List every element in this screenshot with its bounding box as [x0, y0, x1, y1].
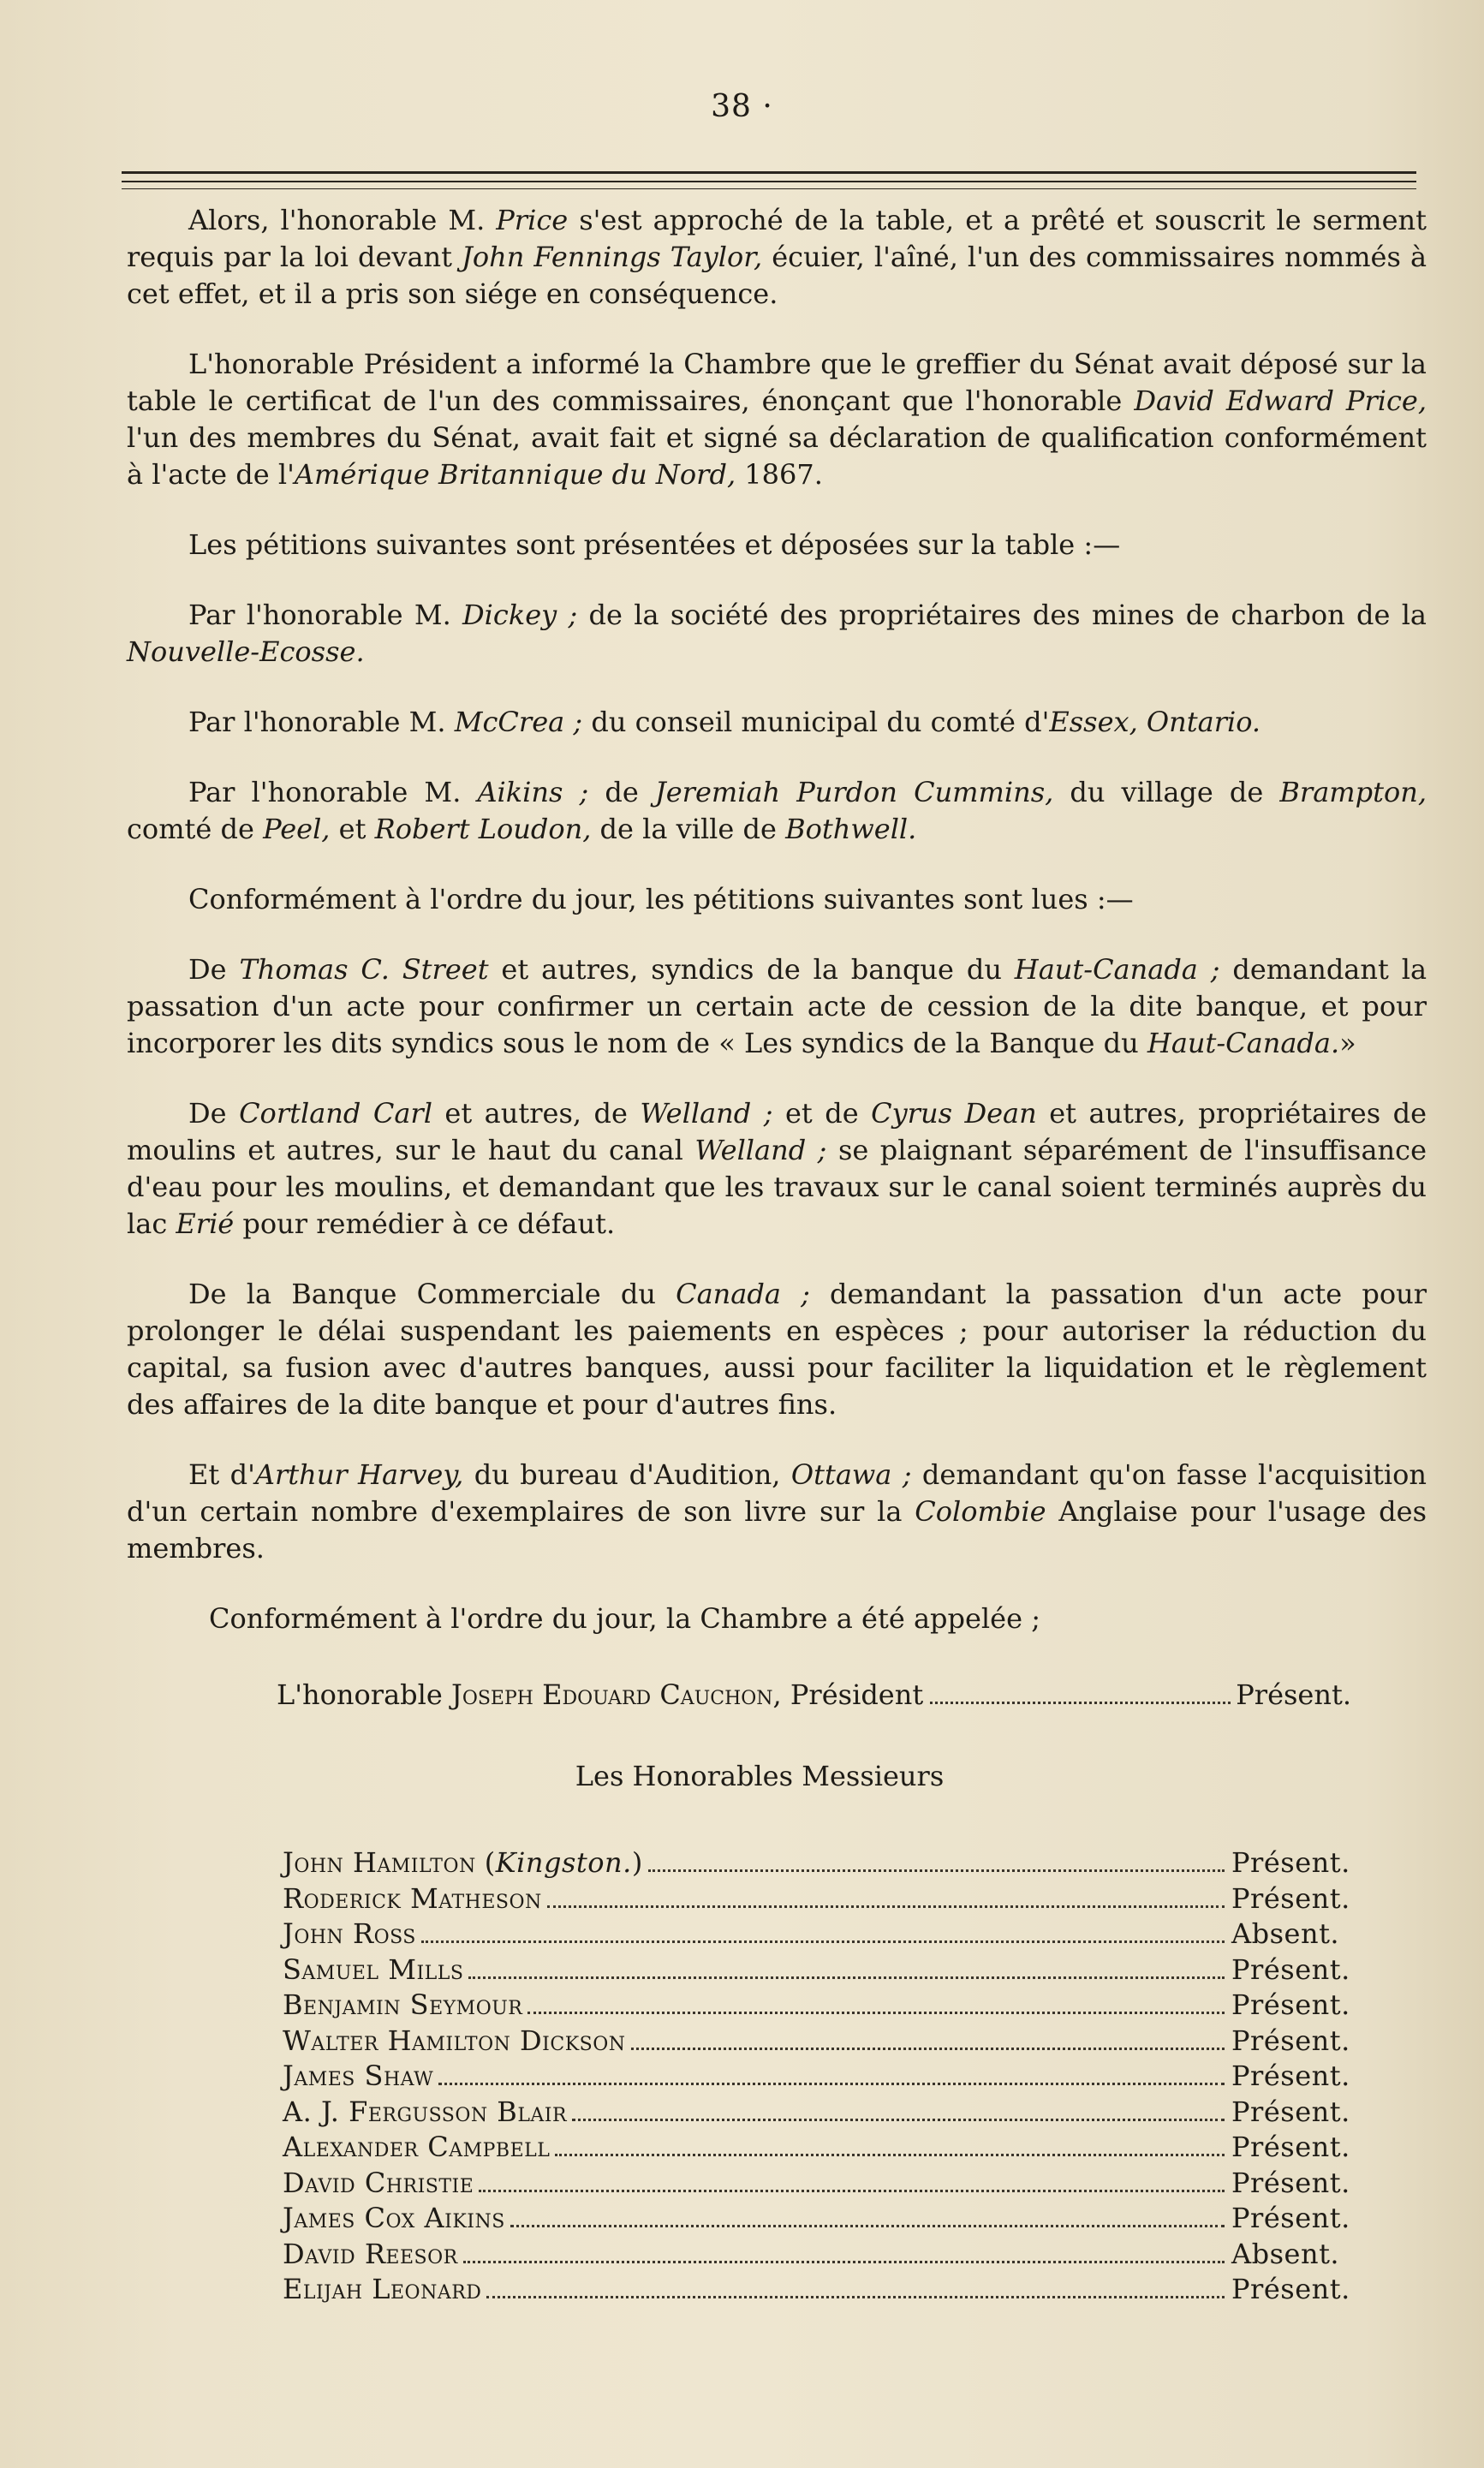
italic-text: Peel, — [263, 813, 331, 845]
paragraph-petition-mccrea — [127, 704, 1427, 741]
member-row — [283, 2200, 1351, 2236]
member-row — [283, 2058, 1351, 2094]
member-row — [283, 2236, 1351, 2272]
text-segment: de — [588, 776, 655, 808]
roll-call-intro: Conformément à l'ordre du jour, la Chambre a été appelée ; — [209, 1602, 1040, 1635]
text-segment: de la société des propriétaires des mines de charbon de la — [577, 599, 1427, 631]
text-segment: et de — [772, 1097, 872, 1130]
member-name: Walter Hamilton Dickson — [283, 2024, 626, 2057]
member-name: Samuel Mills — [283, 1952, 464, 1986]
italic-text: Colombie — [915, 1495, 1046, 1528]
member-row — [283, 2271, 1351, 2307]
text-segment: et autres, de — [432, 1097, 641, 1130]
members-heading: Les Honorables Messieurs — [575, 1760, 945, 1792]
paragraph-petition-dickey — [127, 597, 1427, 671]
member-row — [283, 1916, 1351, 1952]
text-segment: pour remédier à ce défaut. — [234, 1207, 616, 1240]
member-status: Présent. — [1231, 2166, 1350, 2199]
member-status: Présent. — [1231, 2024, 1350, 2057]
italic-text: Cortland Carl — [239, 1097, 432, 1130]
text-segment: demandant la passation d'un acte pour prolonger le délai suspendant les paiements en espèces ; pour autoriser la réduction du capital, sa fusion avec d'autres banques, aussi pour faciliter la liquidation et le règlement des affaires de la dite banque et pour d'autres fins. — [127, 1278, 1427, 1421]
italic-text: Canada ; — [676, 1278, 810, 1310]
member-status: Absent. — [1231, 1917, 1340, 1950]
text-segment: de la ville de — [591, 813, 786, 845]
text-segment: Conformément à l'ordre du jour, les pétitions suivantes sont lues :— — [188, 883, 1134, 915]
italic-text: Essex, Ontario. — [1049, 706, 1261, 738]
member-row — [283, 2165, 1351, 2201]
president-prefix: L'honorable — [277, 1678, 443, 1711]
text-segment: Par l'honorable M. — [188, 599, 463, 631]
italic-text: Robert Loudon, — [374, 813, 592, 845]
member-row — [283, 1845, 1351, 1881]
header-rule-thick — [122, 171, 1416, 174]
member-row — [283, 1987, 1351, 2023]
text-segment: demandant qu'on fasse l'acquisition d'un certain nombre d'exemplaires de son livre sur la — [127, 1458, 1427, 1528]
member-name: Benjamin Seymour — [283, 1988, 523, 2021]
text-segment: et — [330, 813, 375, 845]
body-text — [127, 202, 1427, 2307]
paragraph-petition-bank — [127, 1276, 1427, 1423]
dot-leader — [631, 2048, 1225, 2050]
text-segment: s'est approché de la table, et a prêté et souscrit le serment requis par la loi devant — [127, 204, 1427, 273]
member-status: Présent. — [1231, 1846, 1350, 1879]
italic-text: Haut-Canada. — [1147, 1027, 1340, 1059]
text-segment: demandant la passation d'un acte pour confirmer un certain acte de cession de la dite banque, et pour incorporer les dits syndics sous le nom de « Les syndics de la Banque du — [127, 953, 1427, 1059]
dot-leader — [438, 2083, 1225, 2085]
member-name: John Ross — [283, 1917, 416, 1950]
text-segment: comté de — [127, 813, 264, 845]
italic-text: Bothwell. — [785, 813, 917, 845]
dot-leader — [648, 1869, 1225, 1872]
italic-text: Price — [496, 204, 569, 236]
italic-text: Welland ; — [640, 1097, 773, 1130]
italic-text: Brampton, — [1279, 776, 1427, 808]
italic-text: Aikins ; — [477, 776, 589, 808]
member-status: Présent. — [1231, 1952, 1350, 1986]
paragraph-petition-street — [127, 951, 1427, 1062]
text-segment: L'honorable Président a informé la Chambre que le greffier du Sénat avait déposé sur la table le certificat de l'un des commissaires, énonçant que l'honorable — [127, 348, 1427, 417]
member-name: John Hamilton — [283, 1846, 476, 1879]
text-segment: Par l'honorable M. — [188, 706, 455, 738]
text-segment: et autres, syndics de la banque du — [488, 953, 1015, 986]
text-segment: du bureau d'Audition, — [463, 1458, 791, 1491]
paragraph-petition-harvey — [127, 1457, 1427, 1567]
text-segment: Anglaise pour l'usage des membres. — [127, 1495, 1427, 1565]
text-segment: du conseil municipal du comté d' — [582, 706, 1050, 738]
paragraph-petitions-read — [127, 881, 1427, 918]
text-segment: du village de — [1053, 776, 1280, 808]
italic-text: Ottawa ; — [790, 1458, 912, 1491]
dot-leader — [930, 1702, 1231, 1704]
member-name: Elijah Leonard — [283, 2273, 482, 2305]
text-segment: l'un des membres du Sénat, avait fait et signé sa déclaration de qualification conformément à l'acte de l' — [127, 421, 1427, 491]
text-segment: De — [188, 953, 240, 986]
paragraph-certificate — [127, 346, 1427, 493]
member-status: Présent. — [1231, 1988, 1350, 2021]
member-status: Présent. — [1231, 2060, 1350, 2092]
text-segment: De — [188, 1097, 240, 1130]
italic-text: John Fennings Taylor, — [462, 241, 763, 273]
member-name: David Reesor — [283, 2237, 458, 2270]
text-segment: De la Banque Commerciale du — [188, 1278, 676, 1310]
text-segment: Et d' — [188, 1458, 255, 1491]
italic-text: Haut-Canada ; — [1014, 953, 1220, 986]
member-name: James Shaw — [283, 2060, 434, 2092]
page-number: 38 · — [711, 89, 773, 124]
italic-text: Jeremiah Purdon Cummins, — [654, 776, 1054, 808]
dot-leader — [527, 2012, 1225, 2014]
member-name: Alexander Campbell — [283, 2131, 551, 2163]
president-title: , Président — [772, 1678, 924, 1711]
italic-text: McCrea ; — [454, 706, 583, 738]
dot-leader — [572, 2119, 1225, 2121]
member-status: Présent. — [1231, 2131, 1350, 2163]
text-segment: Les pétitions suivantes sont présentées et déposées sur la table :— — [188, 528, 1121, 561]
paragraph-list — [127, 202, 1427, 1567]
member-row — [283, 2094, 1351, 2130]
member-status: Présent. — [1231, 2095, 1350, 2128]
italic-text: Welland ; — [694, 1134, 827, 1166]
member-status: Présent. — [1231, 2202, 1350, 2234]
paragraph-petitions-intro — [127, 527, 1427, 563]
italic-text: Arthur Harvey, — [254, 1458, 464, 1491]
text-segment: et autres, propriétaires de moulins et autres, sur le haut du canal — [127, 1097, 1427, 1166]
italic-text: Cyrus Dean — [871, 1097, 1037, 1130]
member-status: Présent. — [1231, 1881, 1350, 1915]
italic-text: Dickey ; — [462, 599, 578, 631]
italic-text: Nouvelle-Ecosse. — [127, 635, 365, 668]
dot-leader — [421, 1940, 1225, 1943]
member-name: Roderick Matheson — [283, 1881, 542, 1915]
dot-leader — [486, 2296, 1225, 2298]
member-status: Présent. — [1231, 2273, 1350, 2305]
member-name: David Christie — [283, 2166, 474, 2199]
dot-leader — [555, 2154, 1225, 2156]
header-rule-thin — [122, 181, 1416, 182]
dot-leader — [463, 2261, 1225, 2263]
text-segment: se plaignant séparément de l'insuffisance d'eau pour les moulins, et demandant que les travaux sur le canal soient terminés auprès du lac — [127, 1134, 1427, 1240]
member-name: A. J. Fergusson Blair — [283, 2095, 568, 2128]
text-segment: » — [1339, 1027, 1356, 1059]
members-list — [127, 1845, 1427, 2307]
text-segment: Alors, l'honorable M. — [188, 204, 497, 236]
dot-leader — [547, 1905, 1225, 1908]
member-note: (Kingston.) — [484, 1846, 643, 1879]
president-name: Joseph Edouard Cauchon — [451, 1678, 773, 1711]
president-status: Présent. — [1236, 1678, 1351, 1711]
member-status: Absent. — [1231, 2237, 1340, 2270]
member-row — [283, 1952, 1351, 1988]
italic-text: Erié — [176, 1207, 235, 1240]
paragraph-oath — [127, 202, 1427, 313]
italic-text: Amérique Britannique du Nord, — [294, 458, 736, 491]
text-segment: 1867. — [736, 458, 823, 491]
dot-leader — [468, 1976, 1225, 1979]
member-row — [283, 2129, 1351, 2165]
dot-leader — [510, 2225, 1225, 2227]
president-entry — [127, 1677, 1427, 1714]
member-row — [283, 2023, 1351, 2059]
member-row — [283, 1881, 1351, 1917]
paragraph-petition-aikins — [127, 774, 1427, 848]
text-segment: écuier, l'aîné, l'un des commissaires nommés à cet effet, et il a pris son siége en conséquence. — [127, 241, 1427, 310]
paragraph-petition-carl — [127, 1095, 1427, 1243]
dot-leader — [479, 2190, 1225, 2192]
italic-text: David Edward Price, — [1134, 385, 1427, 417]
header-rule-hairline — [122, 188, 1416, 189]
italic-text: Thomas C. Street — [239, 953, 489, 986]
text-segment: Par l'honorable M. — [188, 776, 478, 808]
member-name: James Cox Aikins — [283, 2202, 505, 2234]
